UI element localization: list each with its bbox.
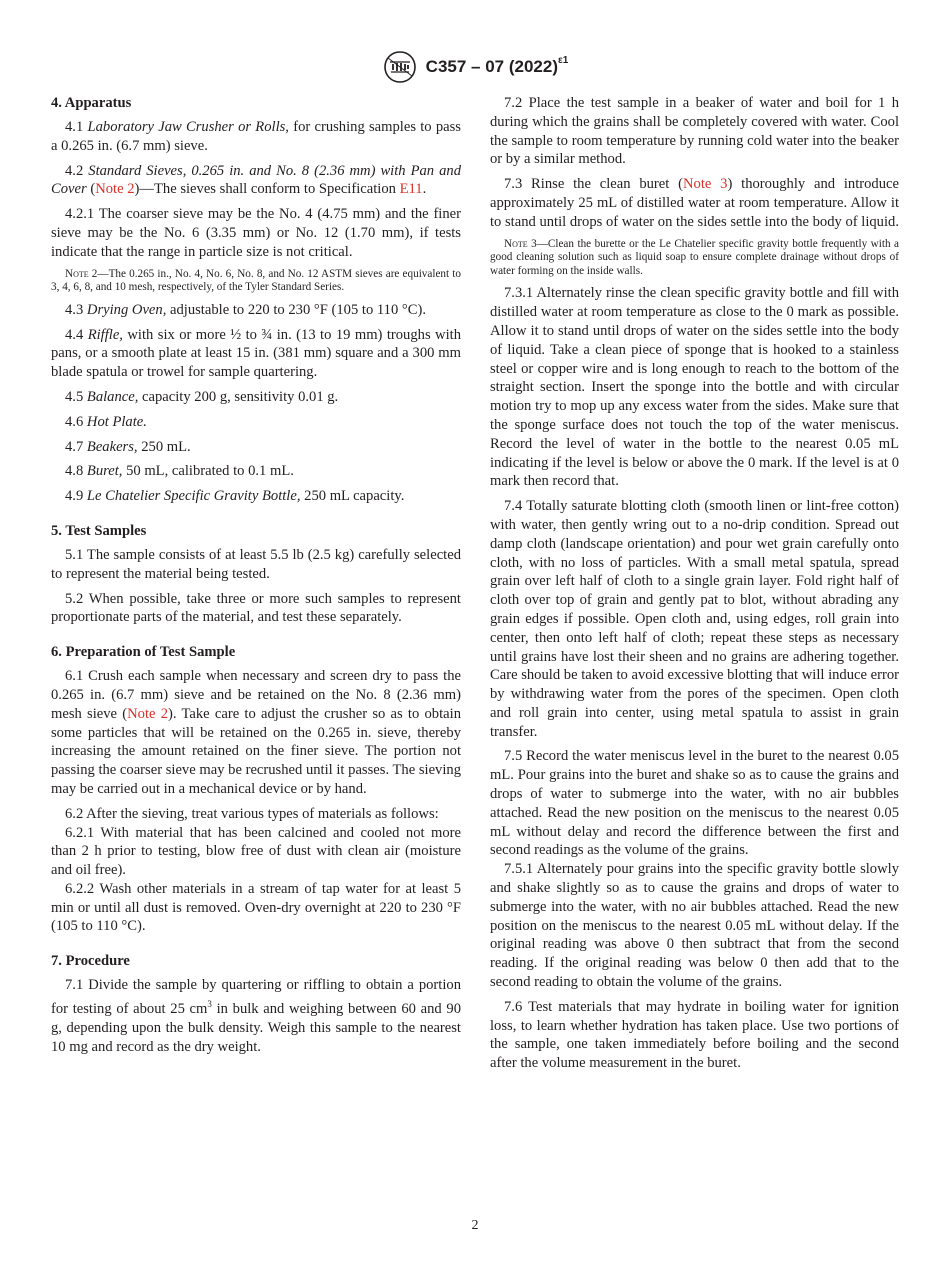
note-2-link[interactable]: Note 2	[95, 181, 135, 198]
section-heading-procedure: 7. Procedure	[51, 953, 130, 970]
paragraph-4-9: 4.9 Le Chatelier Specific Gravity Bottle, 250 mL capacity.	[65, 488, 405, 505]
paragraph-7-5: 7.5 Record the water meniscus level in the buret to the nearest 0.05 mL. Pour grains into the buret and shake so as to cause the grains and drops of water to submerge into the water, with no air bubbles attached. Read the new position on the meniscus to the nearest 0.05 mL without delay and record the difference between the first and second readings as the volume of the grains.	[490, 748, 899, 859]
paragraph-5-2: 5.2 When possible, take three or more such samples to represent proportionate parts of the material, and test these separately.	[51, 590, 461, 626]
paragraph-7-5-1: 7.5.1 Alternately pour grains into the specific gravity bottle slowly and shake slightly so as to cause the grains and drops of water to submerge into the water, with no air bubbles attached. Read the new position on the meniscus to the nearest 0.05 mL without delay. If the original reading was above 0 then subtract that from the second reading. If the original reading was below 0 then add that to the second reading to obtain the volume of the grains.	[490, 861, 899, 991]
paragraph-4-7: 4.7 Beakers, 250 mL.	[65, 438, 191, 455]
note-3: Note 3—Clean the burette or the Le Chatelier specific gravity bottle frequently with a good cleaning solution such as liquid soap to ensure complete drainage without drops of water forming on the inside walls.	[490, 237, 899, 277]
note-3-link[interactable]: Note 3	[682, 176, 728, 193]
epsilon-superscript: ε1	[558, 55, 569, 67]
right-column	[490, 94, 899, 1079]
paragraph-4-5: 4.5 Balance, capacity 200 g, sensitivity 0.01 g.	[65, 388, 339, 405]
paragraph-6-2: 6.2 After the sieving, treat various types of materials as follows:	[65, 805, 439, 822]
paragraph-4-3: 4.3 Drying Oven, adjustable to 220 to 230 °F (105 to 110 °C).	[65, 301, 426, 318]
paragraph-7-1: 7.1 Divide the sample by quartering or riffling to obtain a portion for testing of about 25 $cm^3$ in bulk and weighing between 60 and 90 g, depending upon the bulk density. Weigh this sample to the nearest 10 mg and record as the dry weight.	[51, 977, 461, 1055]
paragraph-4-6: 4.6 Hot Plate.	[65, 413, 147, 430]
paragraph-7-6: 7.6 Test materials that may hydrate in boiling water for ignition loss, to learn whether hydration has taken place. Use two portions of the sample, one taken immediately before boiling and the second after the volume measurement in the buret.	[490, 998, 899, 1072]
astm-logo-icon	[382, 50, 418, 84]
paragraph-4-2: 4.2 Standard Sieves, 0.265 in. and No. 8 (2.36 mm) with Pan and Cover (Note 2)—The sieves shall conform to Specification E11.	[51, 162, 462, 198]
paragraph-4-4: 4.4 Riffle, with six or more ½ to ¾ in. (13 to 19 mm) troughs with pans, or a smooth plate at least 15 in. (381 mm) square and a 300 mm blade spatula or trowel for sample quartering.	[51, 326, 461, 381]
left-column	[51, 94, 461, 1062]
document-designation: C357 – 07 $(2022)^{\varepsilon 1}$	[425, 55, 569, 76]
paragraph-4-1: 4.1 Laboratory Jaw Crusher or Rolls, for crushing samples to pass a 0.265 in. (6.7 mm) sieve.	[51, 119, 461, 154]
section-heading-apparatus: 4. Apparatus	[51, 95, 132, 111]
section-heading-preparation: 6. Preparation of Test Sample	[51, 644, 236, 661]
paragraph-4-2-1: 4.2.1 The coarser sieve may be the No. 4 (4.75 mm) and the finer sieve may be the No. 6 (3.35 mm) or No. 12 (1.70 mm), if tests indicate that the range in particle size is not critical.	[51, 206, 461, 260]
paragraph-7-4: 7.4 Totally saturate blotting cloth (smooth linen or lint-free cotton) with water, then gently wring out to a no-drip condition. Spread out damp cloth (landscape orientation) and pour wet grain carefully onto cloth, with no loss of particles. With a small metal spatula, spread grain over left half of cloth to a single grain layer. Fold right half of cloth over top of grain and gently pat to blot, without abrading any grain edges if possible. Open cloth and, using edges, roll grain into center, then onto left half of cloth; repeat these steps as necessary until grains have lost their sheen and no grains are adhering together. Care should be taken to avoid excessive blotting that will induce error by withdrawing water from the pores of the specimen. Open cloth and roll grain into center, using metal spatula to assist in grain transfer.	[490, 498, 899, 740]
note-2-link[interactable]: Note 2	[127, 705, 169, 722]
section-heading-test-samples: 5. Test Samples	[51, 522, 147, 539]
paragraph-6-1: 6.1 Crush each sample when necessary and screen dry to pass the 0.265 in. (6.7 mm) sieve and be retained on the No. 8 (2.36 mm) mesh sieve (Note 2). Take care to adjust the crusher so as to obtain some particles that will be retained on the 0.265 in. sieve, thereby increasing the amount retained on the finer sieve. The portion not passing the coarser sieve may be recrushed until it passes. The sieving may be carried out in a mechanical device or by hand.	[51, 668, 461, 797]
note-2: Note 2—The 0.265 in., No. 4, No. 6, No. 8, and No. 12 ASTM sieves are equivalent to 3, 4, 6, 8, and 10 mesh, respectively, of the Tyler Standard Series.	[51, 267, 461, 294]
paragraph-7-3-1: 7.3.1 Alternately rinse the clean specific gravity bottle and fill with distilled water at room temperature as close to the 0 mark as possible. Allow it to stand until drops of water on the sides settle into the body of liquid. Take a clean piece of sponge that is hooked to a stainless steel or copper wire and is long enough to reach to the bottom of the straight section. Insert the sponge into the bottle and with circular motion try to mop up any excess water from the sides. Make sure that the sponge surface does not touch the top of the water meniscus. Record the level of water in the bottle to the nearest 0.05 mL indicating if the level is below or above the 0 mark. If the level is at 0 mark then record that.	[490, 285, 899, 490]
paragraph-5-1: 5.1 The sample consists of at least 5.5 lb (2.5 kg) carefully selected to represent the material being tested.	[51, 546, 461, 582]
page-number: 2	[471, 1218, 479, 1233]
e11-link[interactable]: E11	[399, 181, 423, 198]
paragraph-6-2-2: 6.2.2 Wash other materials in a stream of tap water for at least 5 min or until all dust is removed. Oven-dry overnight at 220 to 230 °F (105 to 110 °C).	[51, 880, 461, 935]
paragraph-4-8: 4.8 Buret, 50 mL, calibrated to 0.1 mL.	[65, 463, 294, 480]
paragraph-7-2: 7.2 Place the test sample in a beaker of water and boil for 1 h during which the grains shall be completely covered with water. Cool the sample to room temperature by running cold water into the beaker or by a similar method.	[490, 95, 899, 168]
paragraph-6-2-1: 6.2.1 With material that has been calcined and cooled not more than 2 h prior to testing, blow free of dust with clean air (moisture and oil free).	[51, 824, 461, 879]
paragraph-7-3: 7.3 Rinse the clean buret (Note 3) thoroughly and introduce approximately 25 mL of distilled water at room temperature. Allow it to stand until drops of water on the sides settle into the body of liquid.	[490, 176, 899, 230]
page-header	[0, 50, 950, 86]
